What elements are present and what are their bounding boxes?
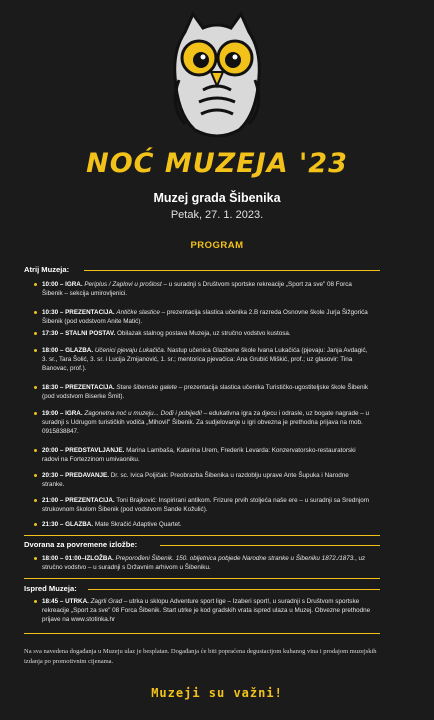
list-item: 18:45 – UTRKA. Zagrli Grad – utrka u sklopu Adventure sport lige – Izaberi sport!, u suradnji s Društvom sportske rekreacije „Sport za sve" 08 Forca Šibenik. Start utrke je kod gradskih vrata ispred ulaza u Muzej. Obvezne prethodne prijave na www.stotinka.hr — [42, 598, 371, 624]
list-item: 10:00 – IGRA. Periplus / Zaplovi u prošlost – u suradnji s Društvom sportske rekreacije „Sport za sve" 08 Forca Šibenik – sekcija umirovljenici. — [42, 281, 352, 298]
program-heading: PROGRAM — [190, 240, 244, 251]
bullet — [34, 332, 37, 335]
admission-note: Na sva navedena događanja u Muzeju ulaz je besplatan. Događanja će biti popraćena degustacijom kuhanog vina i prodajom muzejskih izdanja po promotivnim cijenama. — [24, 648, 377, 665]
section-rule — [84, 270, 380, 271]
event-title: NOĆ MUZEJA '23 — [86, 148, 348, 179]
section-divider — [24, 633, 380, 634]
list-item: 21:30 – GLAZBA. Mate Skračić Adaptive Quartet. — [42, 521, 182, 528]
bullet — [34, 311, 37, 314]
footer-slogan: Muzeji su važni! — [151, 686, 283, 700]
bullet — [34, 283, 37, 286]
section-divider — [24, 535, 380, 536]
list-item: 20:00 – PREDSTAVLJANJE. Marina Lambaša, Katarina Urem, Frederik Levarda: Konzervatorsko-restauratorski radovi na Fortezzinom umivaoniku. — [42, 447, 356, 464]
list-item: 19:00 – IGRA. Zagonetna noć u muzeju... Dođi i pobijedi! – edukativna igra za djecu i odrasle, uz bogate nagrade – u suradnji s Udrugom turističkih vodiča „Mihovil" Šibenik. Za sudjelovanje u igri obvezna je prethodna prijava na mob. 0915838847. — [42, 410, 369, 436]
section-heading-atrij: Atrij Muzeja: — [24, 265, 70, 274]
event-date: Petak, 27. 1. 2023. — [170, 209, 264, 221]
list-item: 20:30 – PREDAVANJE. Dr. sc. Ivica Poljičak: Preobrazba Šibenika u razdoblju uprave Ante Šupuka i Narodne stranke. — [42, 472, 349, 489]
venue-name: Muzej grada Šibenika — [153, 191, 281, 205]
list-item: 18:00 – 01:00–IZLOŽBA. Preporođeni Šibenik. 150. obljetnica pobjede Narodne stranke u Šibeniku 1872./1873., uz stručno vodstvo – u suradnji s Državnim arhivom u Šibeniku. — [42, 555, 366, 572]
bullet — [34, 600, 37, 603]
list-item: 10:30 – PREZENTACIJA. Antičke slastice – prezentacija slastica učenika 2.B razreda Osnovne škole Jurja Šižgorića Šibenik (pod vodstvom Anite Matić). — [42, 309, 368, 326]
bullet — [34, 349, 37, 352]
bullet — [34, 449, 37, 452]
list-item: 18:00 – GLAZBA. Učenici pjevaju Lukačiča. Nastup učenica Glazbene škole Ivana Lukačića (pjevaju: Janja Avdagić, 3. sr., Tara Šolić, 3. sr. i Lucija Zmijanović, 1. sr.; mentorica pjevačica: Ana Grubić Miškić, prof.; uz glasovir: Tina Banovac, prof.). — [42, 347, 368, 373]
bullet — [34, 474, 37, 477]
list-item: 18:30 – PREZENTACIJA. Stare šibenske galete – prezentacija slastica učenika Turističko-ugostiteljske škole Šibenik (pod vodstvom Biserke Šmit). — [42, 384, 369, 401]
section-heading-ispred: Ispred Muzeja: — [24, 584, 77, 593]
section-heading-dvorana: Dvorana za povremene izložbe: — [24, 540, 138, 549]
section-rule — [160, 545, 380, 546]
bullet — [34, 499, 37, 502]
section-divider — [24, 578, 380, 579]
list-item: 17:30 – STALNI POSTAV. Obilazak stalnog postava Muzeja, uz stručno vodstvo kustosa. — [42, 330, 291, 337]
bullet — [34, 412, 37, 415]
bullet — [34, 386, 37, 389]
list-item: 21:00 – PREZENTACIJA. Toni Brajković: Inspirirani antikom. Frizure prvih stoljeća naše ere – u suradnji sa Srednjom strukovnom školom Šibenik (pod vodstvom Sande Kožulić). — [42, 497, 369, 514]
owl-illustration — [163, 10, 271, 142]
section-rule — [88, 589, 380, 590]
bullet — [34, 523, 37, 526]
bullet — [34, 557, 37, 560]
